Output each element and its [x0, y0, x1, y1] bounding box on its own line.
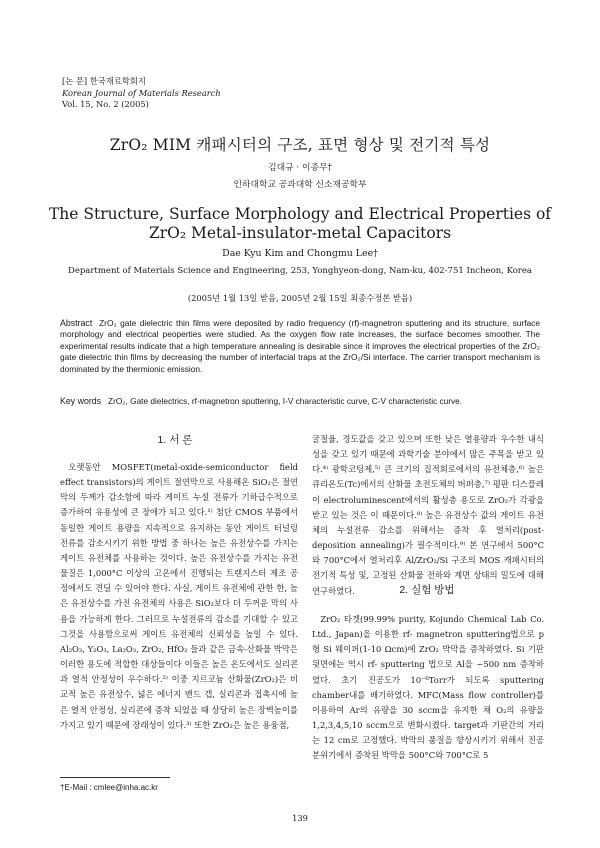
paper-title-korean: ZrO₂ MIM 캐패시터의 구조, 표면 형상 및 전기적 특성 [109, 136, 491, 154]
footnote-email: †E-Mail : cmlee@inha.ac.kr [60, 783, 158, 792]
authors-english: Dae Kyu Kim and Chongmu Lee† [222, 248, 378, 259]
keywords-label: Key words [60, 396, 102, 406]
journal-header [62, 76, 221, 111]
authors-korean: 김대규 · 이종무† [268, 163, 332, 173]
methods-body [312, 612, 544, 764]
keywords [60, 396, 550, 406]
paper-title-english [0, 205, 600, 243]
affiliation-korean: 인하대학교 공과대학 신소재공학부 [233, 180, 367, 190]
journal-category: [논 문] 한국재료학회지 [62, 76, 146, 86]
journal-name-en: Korean Journal of Materials Research [62, 87, 221, 98]
page-number: 139 [292, 813, 308, 823]
abstract [60, 318, 540, 375]
introduction-continued [312, 432, 544, 599]
title-english-line2: ZrO₂ Metal-insulator-metal Capacitors [148, 224, 452, 242]
section-heading-methods: 2. 실험 방법 [399, 584, 455, 596]
abstract-label: Abstract [60, 318, 93, 328]
introduction-paragraph: 오랫동안 MOSFET(metal-oxide-semiconductor field effect transistors)의 게이트 절연막으로 사용해온 SiO₂은 절연막의 두께가 감소함에 따라 게이트 누설 전류가 기하급수적으로 증가하여 유용성에 큰 장애가 되고 있다.¹⁾ 첨단 CMOS 부품에서 동일한 게이트 용량을 지속적으로 유지하는 동안 게이트 터널링 전류를 감소시키기 위한 방법 중 하나는 높은 유전상수를 가지는 게이트 유전체를 사용하는 것이다. 높은 유전상수를 가지는 유전물질은 1,000°C 이상의 고온에서 진행되는 트랜지스터 제조 공정에서도 견딜 수 있어야 한다. 사실, 게이트 유전체에 관한 한, 높은 유전상수를 가진 유전체의 사용은 SiO₂보다 더 두꺼운 막의 사용을 가능하게 한다. 그러므로 누설전류의 감소를 기대할 수 있고 그것을 사용함으로써 게이트 유전체의 신뢰성을 높일 수 있다. Al₂O₃, Y₂O₃, La₂O₃, ZrO₂, HfO₂ 들과 같은 금속-산화물 박막은 이러한 용도에 적합한 대상들이다 이들은 높은 온도에서도 실리콘과 열적 안정성이 우수하다.²⁾ 이중 지르코늄 산화물(ZrO₂)은 비교적 높은 유전상수, 넓은 에너지 밴드 갭, 실리콘과 접촉시에 높은 열적 안정성, 실리콘에 증착 되었을 때 상당히 높은 장벽높이를 가지고 있기 때문에 장래성이 있다.³⁾ 또한 ZrO₂은 높은 용융점, [60, 462, 298, 730]
keywords-text: ZrO₂, Gate dielectrics, rf-magnetron sputtering, I-V characteristic curve, C-V characteristic curve. [108, 396, 463, 406]
section-heading-introduction: 1. 서 론 [157, 434, 193, 446]
methods-paragraph: ZrO₂ 타겟(99.99% purity, Kojundo Chemical Lab Co. Ltd., Japan)을 이용한 rf- magnetron sputtering법으로 p형 Si 웨이퍼(1-10 Ωcm)에 ZrO₂ 박막을 증착하였다. Si 기판 뒷면에는 역시 rf- sputtering 법으로 Al을 ~500 nm 증착하였다. 초기 진공도가 10⁻⁶Torr가 되도록 sputtering chamber내를 배기하였다. MFC(Mass flow controller)를 이용하여 Ar의 유량을 30 sccm을 유지한 채 O₂의 유량을 1,2,3,4,5,10 sccm으로 변화시켰다. target과 기판간의 거리는 12 cm로 고정했다. 박막의 품질을 향상시키기 위해서 진공분위기에서 증착된 박막을 500°C와 700°C로 5 [312, 614, 544, 761]
title-english-line1: The Structure, Surface Morphology and Electrical Properties of [48, 205, 552, 223]
footnote-divider [60, 777, 170, 778]
abstract-text: ZrO₂ gate dielectric thin films were deposited by radio frequency (rf)-magnetron sputtering and its structure, surface morphology and electrical peoperties were studied. As the oxygen flow rate increases, the surface becomes smoother. The experimental results indicate that a high temperature annealing is desirable since it improves the electrical properties of the ZrO₂ gate dielectric thin films by decreasing the number of interfacial traps at the ZrO₂/Si interface. The carrier transport mechanism is dominated by the thermionic emission. [60, 318, 540, 374]
introduction-body [60, 460, 298, 733]
journal-volume: Vol. 15, No. 2 (2005) [62, 99, 149, 109]
affiliation-english: Department of Materials Science and Engineering, 253, Yonghyeon-dong, Nam-ku, 402-751 Incheon, Korea [68, 266, 532, 276]
introduction-paragraph-continued: 굴절율, 경도값을 갖고 있으며 또한 낮은 열용량과 우수한 내식성을 갖고 있기 때문에 과학기술 분야에서 많은 주목을 받고 있다.⁴⁾ 광학코팅제,⁵⁾ 큰 크기의 집적회로에서의 유전체층,⁶⁾ 높은 큐리온도(Tc)에서의 산화물 초전도체의 버퍼층,⁷⁾ 평판 디스플레이 electroluminescent에서의 활성층 용도로 ZrO₂가 각광을 받고 있는 것은 이 때문이다.⁸⁾ 높은 유전상수 값의 게이트 유전체의 누설전류 감소를 위해서는 증착 후 열처리(post-deposition annealing)가 필수적이다.⁹⁾ 본 연구에서 500°C와 700°C에서 열처리후 Al/ZrO₂/Si 구조의 MOS 캐패시터의 전기적 특성 및, 고정된 산화물 전하와 계면 상태의 밀도에 대해 연구하였다. [312, 434, 544, 596]
received-dates: (2005년 1월 13일 받음, 2005년 2월 15일 최종수정본 받음) [187, 293, 413, 303]
